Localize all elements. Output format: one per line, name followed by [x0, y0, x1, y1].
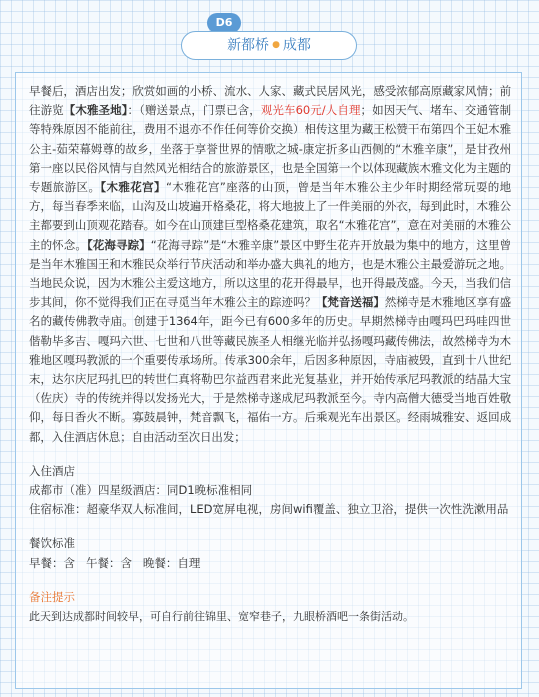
itinerary-text	[29, 82, 511, 447]
spot-flower-sea: 【花海寻踪】	[86, 237, 151, 252]
spot-muya-flower-palace: 【木雅花宫】	[100, 180, 166, 195]
day-header	[0, 0, 539, 66]
itinerary-text-6: 然梯寺是木雅地区享有盛名的藏传佛教寺庙。创建于1364年，距今已有600多年的历史。早期然梯寺由嘎玛巴玛哇四世偕勒毕多吉、嘎玛六世、七世和八世等藏民族圣人相继光临并弘扬嘎玛藏传佛法，故然梯寺为木雅地区嘎玛教派的一个重要传承场所。传承300余年，后因多种原因，寺庙被毁，直到十八世纪末，达尔庆尼玛扎巴的转世仁真将勒巴尔益西君来此光复基业，并开始传承尼玛教派的结晶大宝（佐庆）寺的传统并得以发扬光大，于是然梯寺遂成尼玛教派至今。寺内高僧大德受当地百姓敬仰，每日香火不断。寡鼓晨钟，梵音飘飞，福佑一方。后乘观光车出景区。经雨城雅安、返回成都，入住酒店休息；自由活动至次日出发；	[29, 295, 512, 444]
itinerary-intro: 早餐后，酒店出发；欣赏如画的小桥、流水、人家、藏式民居风光，感受浓郁高原藏家风情；前往游览	[29, 84, 511, 118]
hotel-standard-line: 住宿标准：超豪华双人标准间，LED宽屏电视，房间wifi覆盖、独立卫浴，提供一次性洗漱用品	[29, 502, 509, 517]
hotel-title: 入住酒店	[29, 463, 75, 478]
route-separator-icon: ●	[272, 40, 280, 50]
day-badge: D6	[207, 13, 241, 33]
spot-sanskrit-blessing: 【梵音送福】	[315, 295, 385, 310]
itinerary-text-5: “花海寻踪”是“木雅辛康”景区中野生花卉开放最为集中的地方，这里曾是当年木雅国王和木雅民众举行节庆活动和举办盛大典礼的地方，也是木雅公主最爱游玩之地。当地民众说，因为木雅公主爱这地方，所以这里的花开得最早，也开得最茂盛。今天，当我们信步其间，你不觉得我们正在寻觅当年木雅公主的踪迹吗？	[29, 237, 511, 310]
hotel-city-line: 成都市（准）四星级酒店：同D1晚标准相同	[29, 483, 253, 498]
meals-section	[29, 534, 511, 572]
route-to: 成都	[282, 37, 311, 54]
shuttle-fee-notice: 观光车60元/人自理	[260, 103, 361, 118]
notes-section	[29, 588, 511, 626]
hotel-section	[29, 462, 511, 520]
route-from: 新都桥	[227, 37, 270, 54]
meals-title: 餐饮标准	[29, 536, 75, 551]
itinerary-text-2: ：（赠送景点，门票已含，	[127, 103, 261, 118]
meals-line: 早餐：含 午餐：含 晚餐：自理	[29, 555, 201, 570]
itinerary-text-4: “木雅花宫”座落的山顶，曾是当年木雅公主少年时期经常玩耍的地方，每当春季来临，山沟及山坡遍开格桑花，将大地披上了一件美丽的外衣，每到此时，木雅公主都要到山顶观花踏春。如今在山顶建巨型格桑花建筑，取名“木雅花宫”，意在对美丽的木雅公主的怀念。	[29, 180, 512, 252]
route-title	[181, 31, 357, 60]
notes-text: 此天到达成都时间较早，可自行前往锦里、宽窄巷子，九眼桥酒吧一条街活动。	[29, 610, 414, 624]
itinerary-text-3: ；如因天气、堵车、交通管制等特殊原因不能前往，费用不退亦不作任何等价交换）相传这里为藏王松赞干布第四个王妃木雅公主-茹荣幕姆尊的故乡，坐落于享誉世界的情歌之城-康定折多山西侧的“木雅辛康”，是甘孜州第一座以民俗风情与自然风光相结合的旅游景区，也是全国第一个以体现藏族木雅文化为主题的专题旅游区。	[29, 103, 511, 195]
notes-title: 备注提示	[29, 589, 75, 604]
spot-muya-holy-land: 【木雅圣地】	[63, 103, 128, 118]
day-panel	[15, 72, 522, 689]
